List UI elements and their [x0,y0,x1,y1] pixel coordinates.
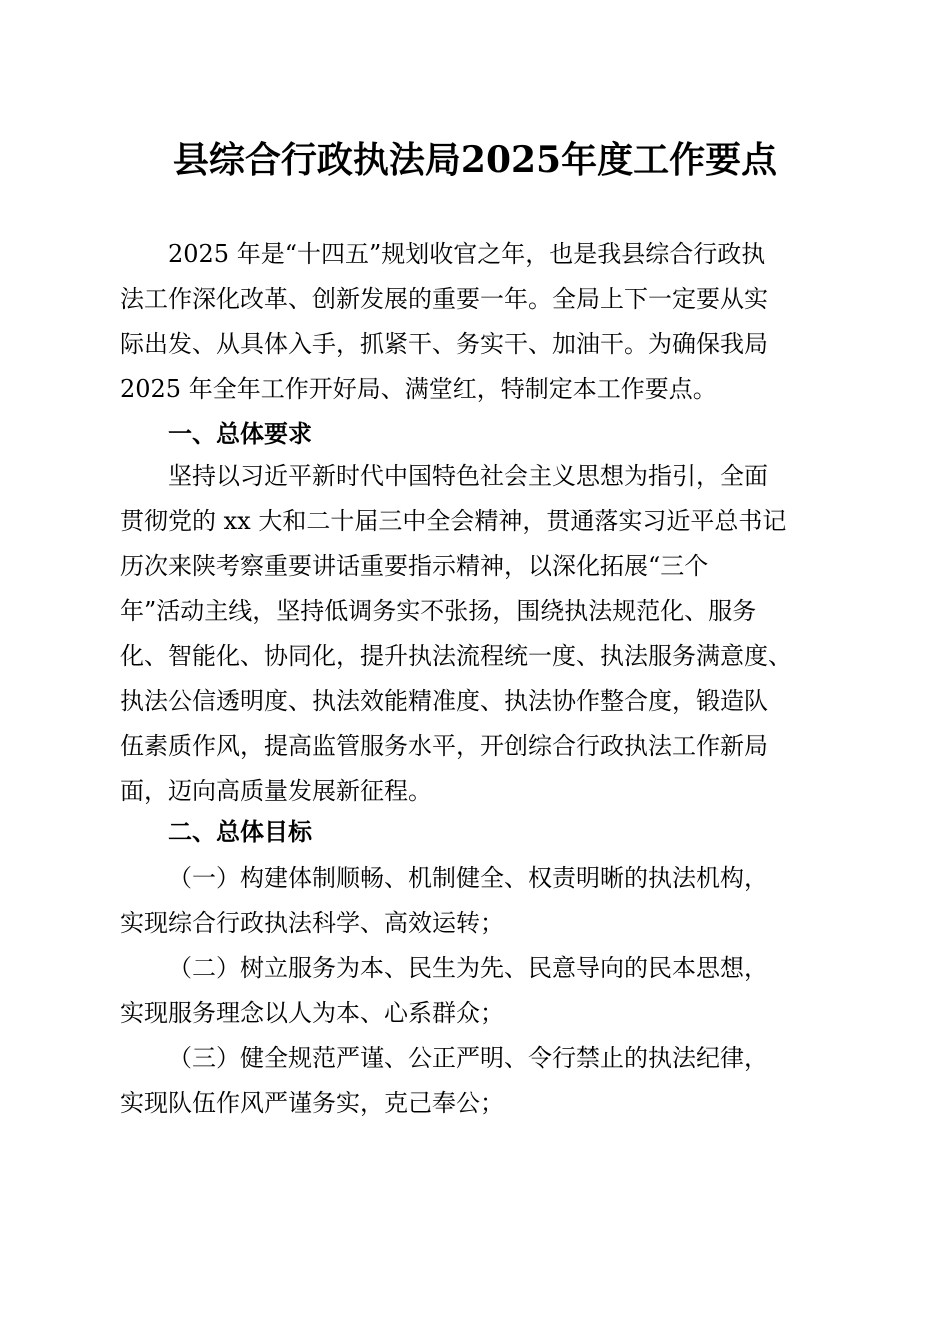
goal-3-paragraph [120,1036,832,1126]
goal-2-paragraph [120,946,832,1036]
section1-line: 坚持以习近平新时代中国特色社会主义思想为指引，全面 [168,462,768,490]
goal-2-line: 实现服务理念以人为本、心系群众； [120,999,504,1027]
section1-line: 贯彻党的 xx 大和二十届三中全会精神，贯通落实习近平总书记 [120,507,787,535]
section2-heading: 二、总体目标 [168,818,312,846]
intro-paragraph [120,232,832,412]
goal-3-line: 实现队伍作风严谨务实，克己奉公； [120,1089,504,1117]
goal-2-line: （二）树立服务为本、民生为先、民意导向的民本思想， [168,954,768,982]
section1-heading-block [120,412,832,457]
goal-3-line: （三）健全规范严谨、公正严明、令行禁止的执法纪律， [168,1044,768,1072]
section1-line: 执法公信透明度、执法效能精准度、执法协作整合度，锻造队 [120,687,768,715]
intro-line: 际出发、从具体入手，抓紧干、务实干、加油干。为确保我局 [120,330,768,358]
goal-1-paragraph [120,856,832,946]
intro-line: 法工作深化改革、创新发展的重要一年。全局上下一定要从实 [120,285,768,313]
goal-1-line: 实现综合行政执法科学、高效运转； [120,909,504,937]
intro-line: 2025 年是“十四五”规划收官之年，也是我县综合行政执 [168,240,766,268]
section1-line: 年”活动主线，坚持低调务实不张扬，围绕执法规范化、服务 [120,597,757,625]
goal-1-line: （一）构建体制顺畅、机制健全、权责明晰的执法机构， [168,864,768,892]
section1-heading: 一、总体要求 [168,420,312,448]
section1-paragraph [120,454,832,814]
intro-line: 2025 年全年工作开好局、满堂红，特制定本工作要点。 [120,375,717,403]
section1-line: 化、智能化、协同化，提升执法流程统一度、执法服务满意度、 [120,642,792,670]
section1-line: 面，迈向高质量发展新征程。 [120,777,432,805]
section1-line: 历次来陕考察重要讲话重要指示精神，以深化拓展“三个 [120,552,709,580]
section2-heading-block [120,810,832,855]
document-title: 县综合行政执法局2025年度工作要点 [172,139,778,181]
section1-line: 伍素质作风，提高监管服务水平，开创综合行政执法工作新局 [120,732,768,760]
